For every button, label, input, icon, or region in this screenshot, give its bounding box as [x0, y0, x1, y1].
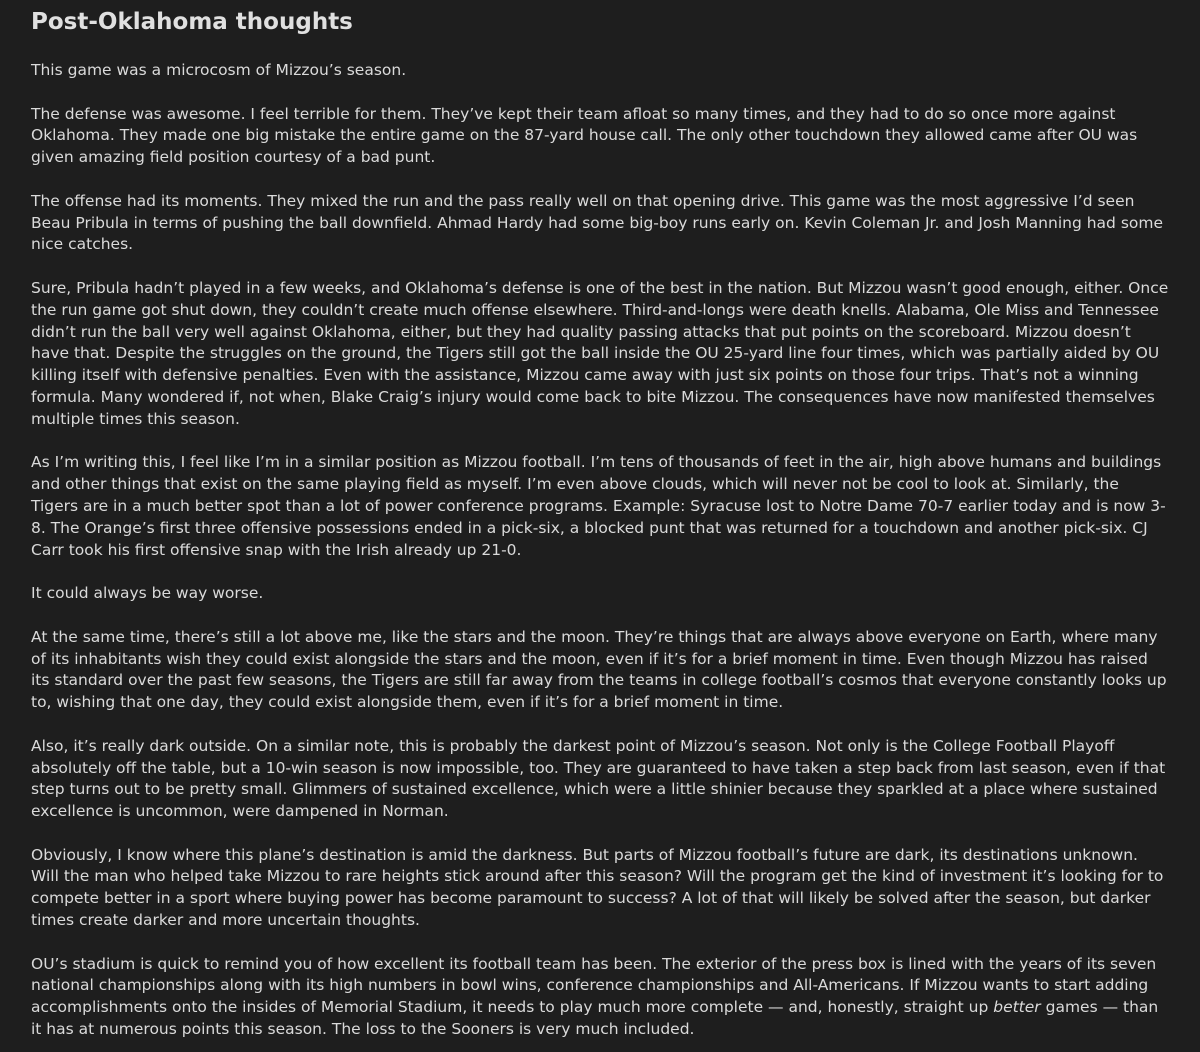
- paragraph-10-text-start: OU’s stadium is quick to remind you of how excellent its football team has been. The exterior of the press box is lined with the years of its seven national championships along with its high numbers in bowl wins, conference championships and All-Americans. If Mizzou wants to start adding accomplishments onto the insides of Memorial Stadium, it needs to play much more complete — and, honestly, straight up: [31, 954, 1157, 1017]
- paragraph-10-emphasis: better: [993, 998, 1041, 1017]
- paragraph-10: [31, 954, 1169, 1041]
- paragraph-1: This game was a microcosm of Mizzou’s season.: [31, 61, 407, 79]
- paragraph-2: The defense was awesome. I feel terrible for them. They’ve kept their team afloat so many times, and they had to do so once more against Oklahoma. They made one big mistake the entire game on the 87-yard house call. The only other touchdown they allowed came after OU was given amazing field position courtesy of a bad punt.: [31, 104, 1138, 167]
- paragraph-8: Also, it’s really dark outside. On a similar note, this is probably the darkest point of Mizzou’s season. Not only is the College Football Playoff absolutely off the table, but a 10-win season is now impossible, too. They are guaranteed to have taken a step back from last season, even if that step turns out to be pretty small. Glimmers of sustained excellence, which were a little shinier because they sparkled at a place where sustained excellence is uncommon, were dampened in Norman.: [31, 736, 1166, 821]
- paragraph-6: It could always be way worse.: [31, 584, 264, 603]
- note-title: Post-Oklahoma thoughts: [31, 9, 353, 35]
- paragraph-5: As I’m writing this, I feel like I’m in a similar position as Mizzou football. I’m tens of thousands of feet in the air, high above humans and buildings and other things that exist on the same playing field as myself. I’m even above clouds, which will never not be cool to look at. Similarly, the Tigers are in a much better spot than a lot of power conference programs. Example: Syracuse lost to Notre Dame 70-7 earlier today and is now 3-8. The Orange’s first three offensive possessions ended in a pick-six, a blocked punt that was returned for a touchdown and another pick-six. CJ Carr took his first offensive snap with the Irish already up 21-0.: [31, 453, 1166, 559]
- paragraph-10-text-end: games — than it has at numerous points this season. The loss to the Sooners is very much included.: [31, 998, 1159, 1039]
- paragraph-9: Obviously, I know where this plane’s destination is amid the darkness. But parts of Mizzou football’s future are dark, its destinations unknown. Will the man who helped take Mizzou to rare heights stick around after this season? Will the program get the kind of investment it’s looking for to compete better in a sport where buying power has become paramount to success? A lot of that will likely be solved after the season, but darker times create darker and more uncertain thoughts.: [31, 845, 1164, 930]
- paragraph-4: Sure, Pribula hadn’t played in a few weeks, and Oklahoma’s defense is one of the best in the nation. But Mizzou wasn’t good enough, either. Once the run game got shut down, they couldn’t create much offense elsewhere. Third-and-longs were death knells. Alabama, Ole Miss and Tennessee didn’t run the ball very well against Oklahoma, either, but they had quality passing attacks that put points on the scoreboard. Mizzou doesn’t have that. Despite the struggles on the ground, the Tigers still got the ball inside the OU 25-yard line four times, which was partially aided by OU killing itself with defensive penalties. Even with the assistance, Mizzou came away with just six points on those four trips. That’s not a winning formula. Many wondered if, not when, Blake Craig’s injury would come back to bite Mizzou. The consequences have now manifested themselves multiple times this season.: [31, 278, 1169, 428]
- paragraph-7: At the same time, there’s still a lot above me, like the stars and the moon. They’re things that are always above everyone on Earth, where many of its inhabitants wish they could exist alongside the stars and the moon, even if it’s for a brief moment in time. Even though Mizzou has raised its standard over the past few seasons, the Tigers are still far away from the teams in college football’s cosmos that everyone constantly looks up to, wishing that one day, they could exist alongside them, even if it’s for a brief moment in time.: [31, 627, 1167, 712]
- paragraph-3: The offense had its moments. They mixed the run and the pass really well on that opening drive. This game was the most aggressive I’d seen Beau Pribula in terms of pushing the ball downfield. Ahmad Hardy had some big-boy runs early on. Kevin Coleman Jr. and Josh Manning had some nice catches.: [31, 191, 1164, 254]
